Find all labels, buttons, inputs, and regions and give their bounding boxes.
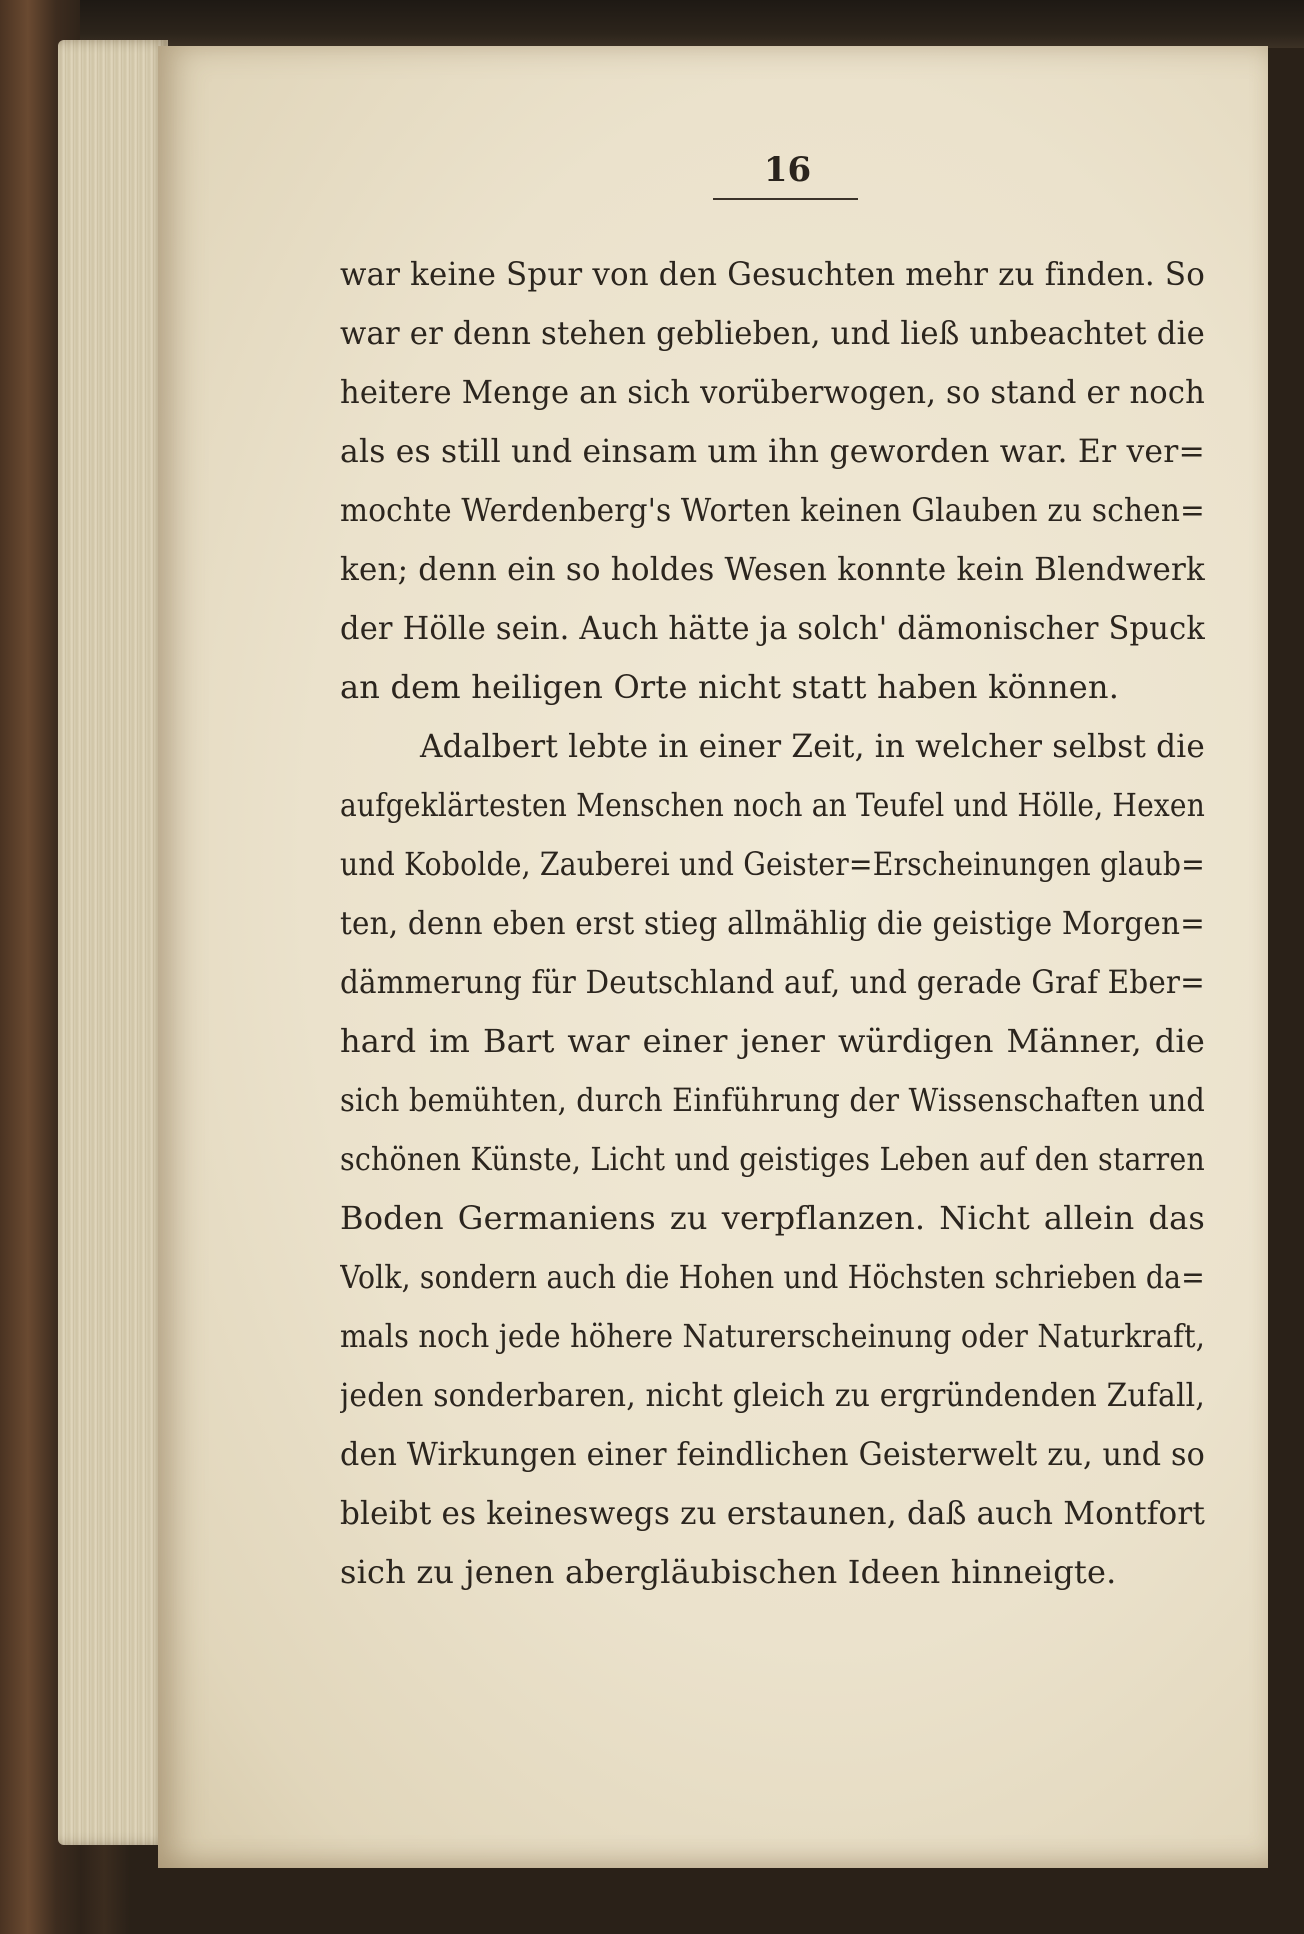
book-cover-top-edge	[0, 0, 1304, 48]
text-line: war keine Spur von den Gesuchten mehr zu finden. So	[340, 255, 1205, 293]
text-line: sich bemühten, durch Einführung der Wissenschaften und	[340, 1081, 1205, 1119]
page-stack-edges	[58, 40, 168, 1845]
body-text	[340, 245, 1205, 1602]
text-line: sich zu jenen abergläubischen Ideen hinneigte.	[340, 1553, 1117, 1591]
text-line: Volk, sondern auch die Hohen und Höchsten schrieben da=	[340, 1258, 1205, 1296]
text-line: jeden sonderbaren, nicht gleich zu ergründenden Zufall,	[340, 1376, 1205, 1414]
text-line: schönen Künste, Licht und geistiges Leben auf den starren	[340, 1140, 1205, 1178]
page-number: 16	[763, 150, 812, 190]
text-line: der Hölle sein. Auch hätte ja solch' dämonischer Spuck	[340, 609, 1205, 647]
text-line: ken; denn ein so holdes Wesen konnte kein Blendwerk	[340, 550, 1205, 588]
text-line: mals noch jede höhere Naturerscheinung oder Naturkraft,	[340, 1317, 1205, 1355]
text-line: Boden Germaniens zu verpflanzen. Nicht allein das	[340, 1199, 1205, 1237]
text-line: war er denn stehen geblieben, und ließ unbeachtet die	[340, 314, 1205, 352]
text-line: an dem heiligen Orte nicht statt haben können.	[340, 668, 1120, 706]
text-line: heitere Menge an sich vorüberwogen, so stand er noch	[340, 373, 1205, 411]
text-line: mochte Werdenberg's Worten keinen Glauben zu schen=	[340, 491, 1205, 529]
text-line: dämmerung für Deutschland auf, und gerade Graf Eber=	[340, 963, 1205, 1001]
text-line: den Wirkungen einer feindlichen Geisterwelt zu, und so	[340, 1435, 1205, 1473]
page-number-rule	[713, 198, 858, 200]
text-line: und Kobolde, Zauberei und Geister=Erscheinungen glaub=	[340, 845, 1205, 883]
text-line: ten, denn eben erst stieg allmählig die geistige Morgen=	[340, 904, 1205, 942]
text-line: hard im Bart war einer jener würdigen Männer, die	[340, 1022, 1205, 1060]
text-line: Adalbert lebte in einer Zeit, in welcher selbst die	[420, 727, 1205, 765]
text-line: als es still und einsam um ihn geworden war. Er ver=	[340, 432, 1205, 470]
text-line: bleibt es keineswegs zu erstaunen, daß auch Montfort	[340, 1494, 1205, 1532]
text-line: aufgeklärtesten Menschen noch an Teufel und Hölle, Hexen	[340, 786, 1205, 824]
